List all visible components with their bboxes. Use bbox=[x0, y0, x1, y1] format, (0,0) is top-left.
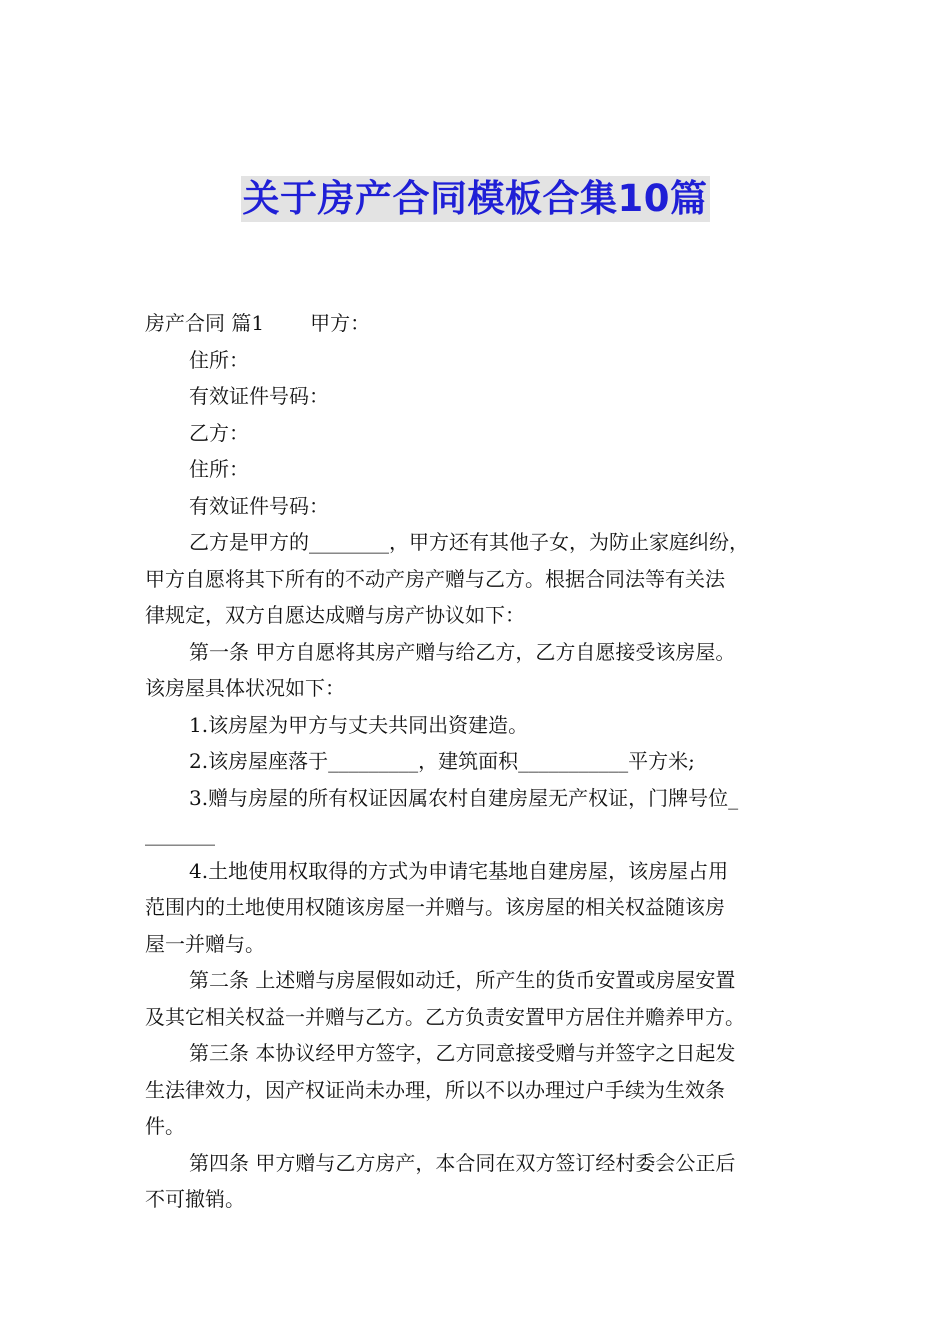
paragraph-line: _______ bbox=[145, 822, 215, 846]
paragraph-line: 有效证件号码： bbox=[189, 493, 329, 518]
paragraph-line: 生法律效力，因产权证尚未办理，所以不以办理过户手续为生效条 bbox=[145, 1077, 725, 1102]
paragraph-line: 范围内的土地使用权随该房屋一并赠与。该房屋的相关权益随该房 bbox=[145, 895, 725, 919]
line-part: 房产合同 篇1 bbox=[145, 311, 265, 335]
paragraph-line: 不可撤销。 bbox=[145, 1187, 245, 1211]
paragraph-line: 第三条 本协议经甲方签字，乙方同意接受赠与并签字之日起发 bbox=[189, 1041, 736, 1065]
paragraph-line: 及其它相关权益一并赠与乙方。乙方负责安置甲方居住并赡养甲方。 bbox=[145, 1004, 745, 1029]
paragraph-line: 屋一并赠与。 bbox=[145, 931, 265, 956]
paragraph-line: 第二条 上述赠与房屋假如动迁，所产生的货币安置或房屋安置 bbox=[189, 968, 736, 992]
document-title: 关于房产合同模板合集10篇 bbox=[242, 177, 708, 220]
paragraph-line: 律规定，双方自愿达成赠与房产协议如下： bbox=[145, 603, 525, 627]
paragraph-line: 甲方自愿将其下所有的不动产房产赠与乙方。根据合同法等有关法 bbox=[145, 566, 725, 591]
title-container bbox=[0, 176, 950, 222]
paragraph-line: 住所： bbox=[189, 347, 249, 372]
paragraph-line: 1.该房屋为甲方与丈夫共同出资建造。 bbox=[189, 712, 529, 737]
paragraph-line: 该房屋具体状况如下： bbox=[145, 676, 345, 700]
paragraph-line bbox=[145, 305, 813, 342]
paragraph-line: 2.该房屋座落于_________，建筑面积___________平方米; bbox=[189, 749, 695, 773]
paragraph-line: 第一条 甲方自愿将其房产赠与给乙方，乙方自愿接受该房屋。 bbox=[189, 639, 736, 664]
document-body bbox=[145, 305, 813, 1218]
paragraph-line: 第四条 甲方赠与乙方房产，本合同在双方签订经村委会公正后 bbox=[189, 1150, 736, 1175]
paragraph-line: 4.土地使用权取得的方式为申请宅基地自建房屋，该房屋占用 bbox=[189, 858, 729, 883]
paragraph-line: 有效证件号码： bbox=[189, 384, 329, 408]
paragraph-line: 乙方是甲方的________，甲方还有其他子女，为防止家庭纠纷， bbox=[189, 530, 749, 554]
paragraph-line: 3.赠与房屋的所有权证因属农村自建房屋无产权证，门牌号位_ bbox=[189, 785, 739, 810]
paragraph-line: 乙方： bbox=[189, 420, 249, 445]
line-part: 甲方： bbox=[310, 311, 371, 335]
paragraph-line: 件。 bbox=[145, 1114, 185, 1138]
paragraph-line: 住所： bbox=[189, 457, 249, 481]
